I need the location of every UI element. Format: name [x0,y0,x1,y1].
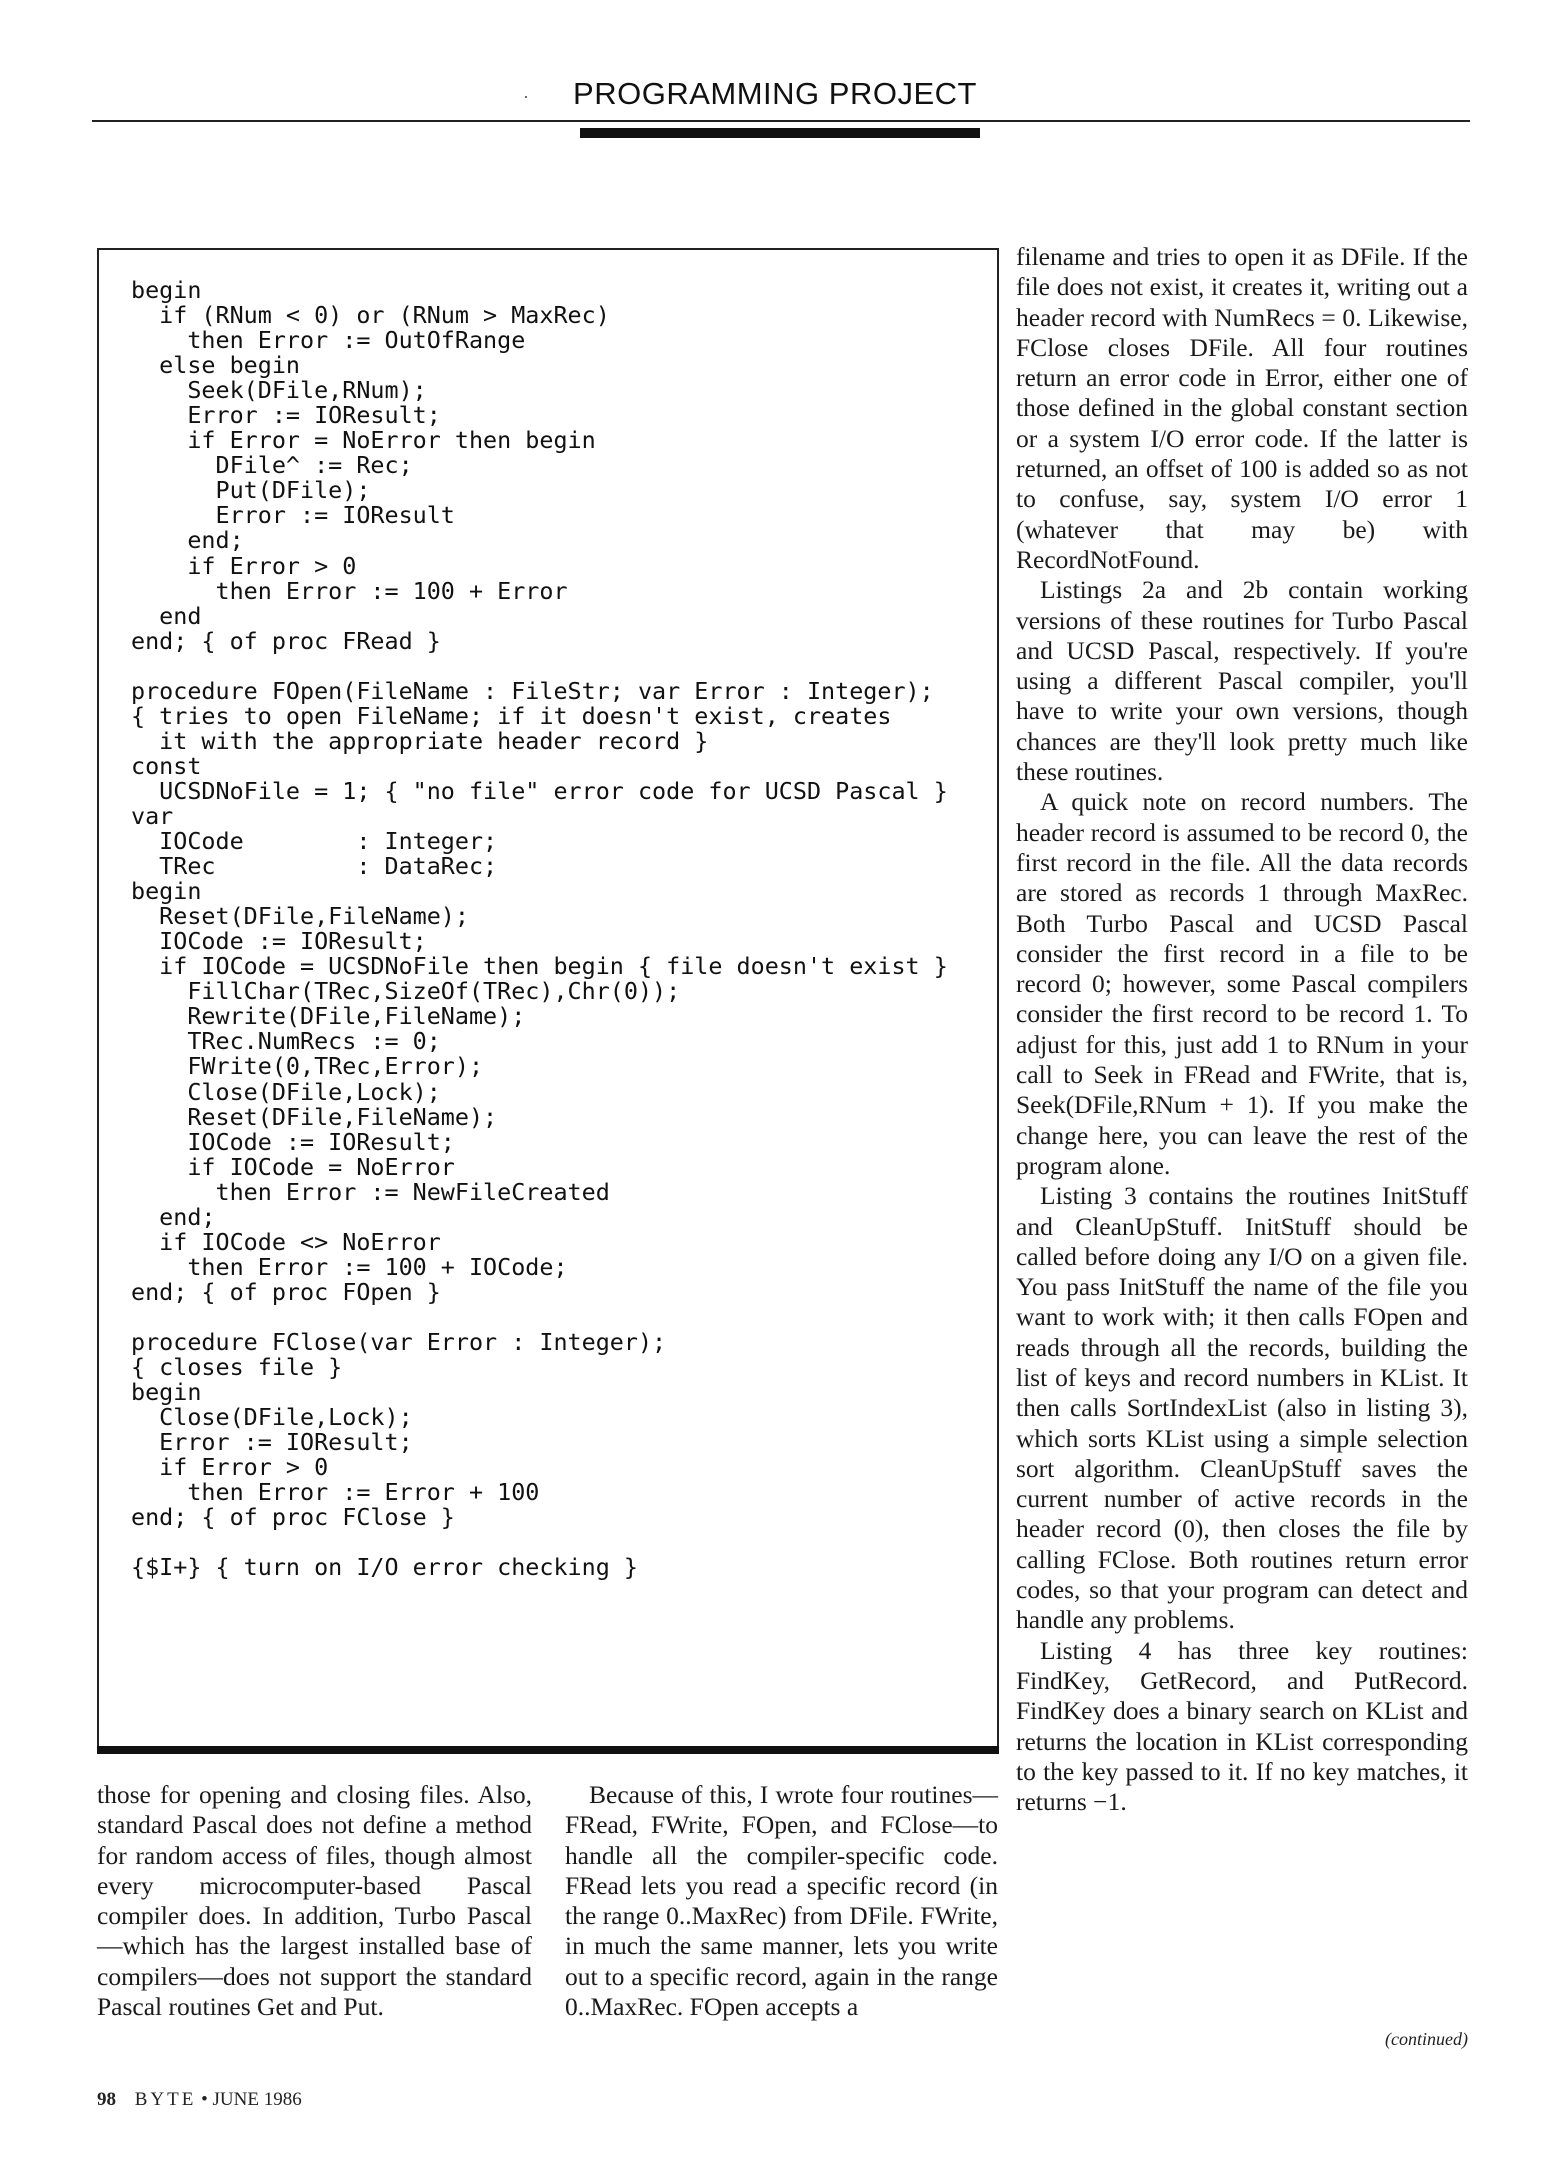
paragraph: Listings 2a and 2b contain working versions of these routines for Turbo Pascal and UCSD Pascal, respectively. If you're using a different Pascal compiler, you'll have to write your own versions, though chances are they'll look pretty much like these routines. [1016,575,1468,787]
footer-separator: • [201,2089,208,2110]
code-listing: begin if (RNum < 0) or (RNum > MaxRec) then Error := OutOfRange else begin Seek(DFile,RNum); Error := IOResult; if Error = NoError then begin DFile^ := Rec; Put(DFile); Error := IOResult end; if Error > 0 then Error := 100 + Error end end; { of proc FRead } procedure FOpen(FileName : FileStr; var Error : Integer); { tries to open FileName; if it doesn't exist, creates it with the appropriate header record } const UCSDNoFile = 1; { "no file" error code for UCSD Pascal } var IOCode : Integer; TRec : DataRec; begin Reset(DFile,FileName); IOCode := IOResult; if IOCode = UCSDNoFile then begin { file doesn't exist } FillChar(TRec,SizeOf(TRec),Chr(0)); Rewrite(DFile,FileName); TRec.NumRecs := 0; FWrite(0,TRec,Error); Close(DFile,Lock); Reset(DFile,FileName); IOCode := IOResult; if IOCode = NoError then Error := NewFileCreated end; if IOCode <> NoError then Error := 100 + IOCode; end; { of proc FOpen } procedure FClose(var Error : Integer); { closes file } begin Close(DFile,Lock); Error := IOResult; if Error > 0 then Error := Error + 100 end; { of proc FClose } {$I+} { turn on I/O error checking } [131,276,948,1582]
issue-date: JUNE 1986 [212,2089,302,2110]
page-number: 98 [97,2089,116,2110]
header-bar [580,128,980,138]
paragraph: A quick note on record numbers. The header record is assumed to be record 0, the first record in the file. All the data records are stored as records 1 through MaxRec. Both Turbo Pascal and UCSD Pascal consider the first record in a file to be record 0; however, some Pascal compilers consider the first record to be record 1. To adjust for this, just add 1 to RNum in your call to Seek in FRead and FWrite, that is, Seek(DFile,RNum + 1). If you make the change here, you can leave the rest of the program alone. [1016,787,1468,1180]
section-title: PROGRAMMING PROJECT [573,76,977,111]
code-listing-bottom-rule [97,1746,999,1754]
text-column-left [97,1780,532,2022]
paragraph: those for opening and closing files. Also, standard Pascal does not define a method for random access of files, though almost every microcomputer-based Pascal compiler does. In addition, Turbo Pascal—which has the largest installed base of compilers—does not support the standard Pascal routines Get and Put. [97,1780,532,2022]
paragraph: Because of this, I wrote four routines—FRead, FWrite, FOpen, and FClose—to handle all the compiler-specific code. FRead lets you read a specific record (in the range 0..MaxRec) from DFile. FWrite, in much the same manner, lets you write out to a specific record, again in the range 0..MaxRec. FOpen accepts a [565,1780,998,2022]
header-dot: · [523,86,529,106]
magazine-name: BYTE [134,2089,197,2110]
paragraph: Listing 3 contains the routines InitStuff and CleanUpStuff. InitStuff should be called before doing any I/O on a given file. You pass InitStuff the name of the file you want to work with; it then calls FOpen and reads through all the records, building the list of keys and record numbers in KList. It then calls SortIndexList (also in listing 3), which sorts KList using a simple selection sort algorithm. CleanUpStuff saves the current number of active records in the header record (0), then closes the file by calling FClose. Both routines return error codes, so that your program can detect and handle any problems. [1016,1181,1468,1635]
text-column-middle [565,1780,998,2022]
paragraph: filename and tries to open it as DFile. If the file does not exist, it creates it, writing out a header record with NumRecs = 0. Likewise, FClose closes DFile. All four routines return an error code in Error, either one of those defined in the global constant section or a system I/O error code. If the latter is returned, an offset of 100 is added so as not to confuse, say, system I/O error 1 (whatever that may be) with RecordNotFound. [1016,242,1468,574]
paragraph: Listing 4 has three key routines: FindKey, GetRecord, and PutRecord. FindKey does a binary search on KList and returns the location in KList corresponding to the key passed to it. If no key matches, it returns −1. [1016,1635,1468,1817]
text-column-right [1016,242,1468,1817]
page-footer [97,2089,302,2111]
continued-label: (continued) [1385,2029,1468,2049]
header-rule [92,120,1470,122]
